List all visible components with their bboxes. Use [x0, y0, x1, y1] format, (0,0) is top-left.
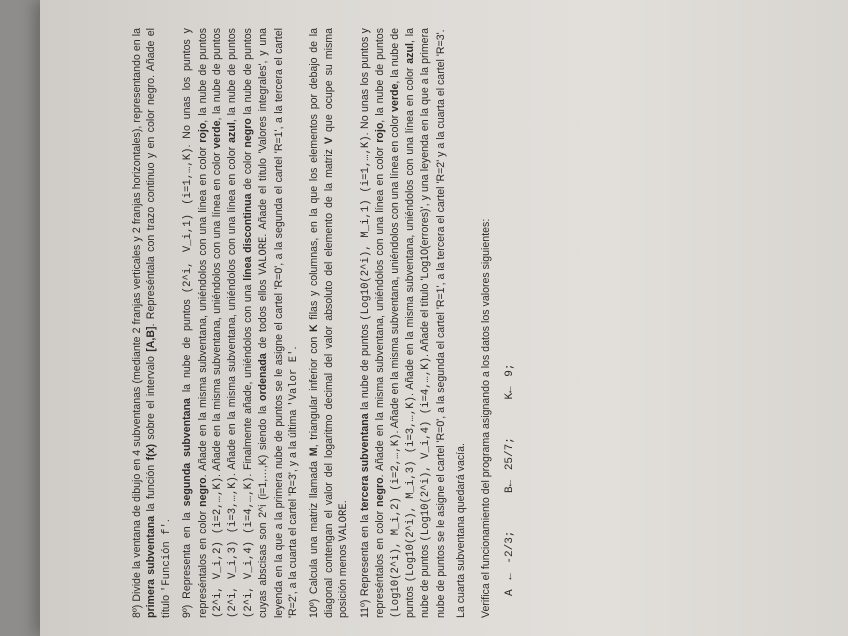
- paper-sheet: [40, 0, 848, 636]
- test-values: [503, 28, 517, 618]
- paragraph-10: 10º) Calcula una matriz llamada M, triangular inferior con K filas y columnas, en la que los elementos por debajo de la diagonal contengan el valor del logaritmo decimal del valor absoluto del elemento de la matriz V que ocupe su misma posición menos VALORE.: [308, 27, 351, 618]
- paragraph-number: 8º): [131, 604, 143, 618]
- paragraph-13: Verifica el funcionamiento del programa asignando a los datos los valores siguientes:: [479, 218, 492, 618]
- paragraph-8: 8º) Divide la ventana de dibujo en 4 subventanas (mediante 2 franjas verticales y 2 franjas horizontales), representando en la primera subventana la función f(x) sobre el intervalo [A,B]. Represéntala con trazo continuo y en color negro. Añade el título 'Función f'.: [131, 28, 173, 618]
- value-k: K← 9;: [503, 363, 516, 400]
- paragraph-12: La cuarta subventana quedará vacía.: [455, 443, 468, 618]
- value-b: B← 25/7;: [503, 437, 516, 493]
- rotated-text-block: [130, 28, 690, 618]
- value-a: A ← -2/3;: [503, 530, 516, 596]
- paragraph-9: 9º) Representa en la segunda subventana la nube de puntos (2^i, V_i,1) (i=1,…,K). No unas los puntos y represéntalos en color negro. Añade en la misma subventana, uniéndolos con una línea en color rojo, la nube de puntos (2^i, V_i,2) (i=2,…,K). Añade en la misma subventana, uniéndolos con una línea en color verde, la nube de puntos (2^i, V_i,3) (i=3,…,K). Añade en la misma subventana, uniéndolos con una línea en color azul, la nube de puntos (2^i, V_i,4) (i=4,…,K). Finalmente añade, uniéndolos con una línea discontinua de color negro la nube de puntos cuyas abscisas son 2^i (i=1,…,K) siendo la ordenada de todos ellos VALORE. Añade el título 'Valores integrales', y una leyenda en la que a la primera nube de puntos se le asigne el cartel 'R=0', a la segunda el cartel 'R=1', a la tercera el cartel 'R=2', a la cuarta el cartel 'R=3', y a la última 'Valor E'.: [181, 28, 301, 618]
- paragraph-number: 11º): [358, 599, 371, 618]
- paragraph-number: 10º): [308, 598, 321, 618]
- paragraph-11: 11º) Representa en la tercera subventana la nube de puntos (Log10(2^i), M_i,1) (i=1,…,K). No unas los puntos y represéntalos en color negro. Añade en la misma subventana, uniéndolos con una línea en color rojo, la nube de puntos (Log10(2^i), M_i,2) (i=2,…,K). Añade en la misma subventana, uniéndolos con una línea en color verde, la nube de puntos (Log10(2^i), M_i,3) (i=3,…,K). Añade en la misma subventana, uniéndolos con una línea en color azul, la nube de puntos (Log10(2^i), V_i,4) (i=4,…,K). Añade el título 'Log10(errores)', y una leyenda en la que a la primera nube de puntos se le asigne el cartel 'R=0', a la segunda el cartel 'R=1', a la tercera el cartel 'R=2' y a la cuarta el cartel 'R=3'.: [358, 28, 447, 618]
- paragraph-number: 9º): [181, 604, 194, 618]
